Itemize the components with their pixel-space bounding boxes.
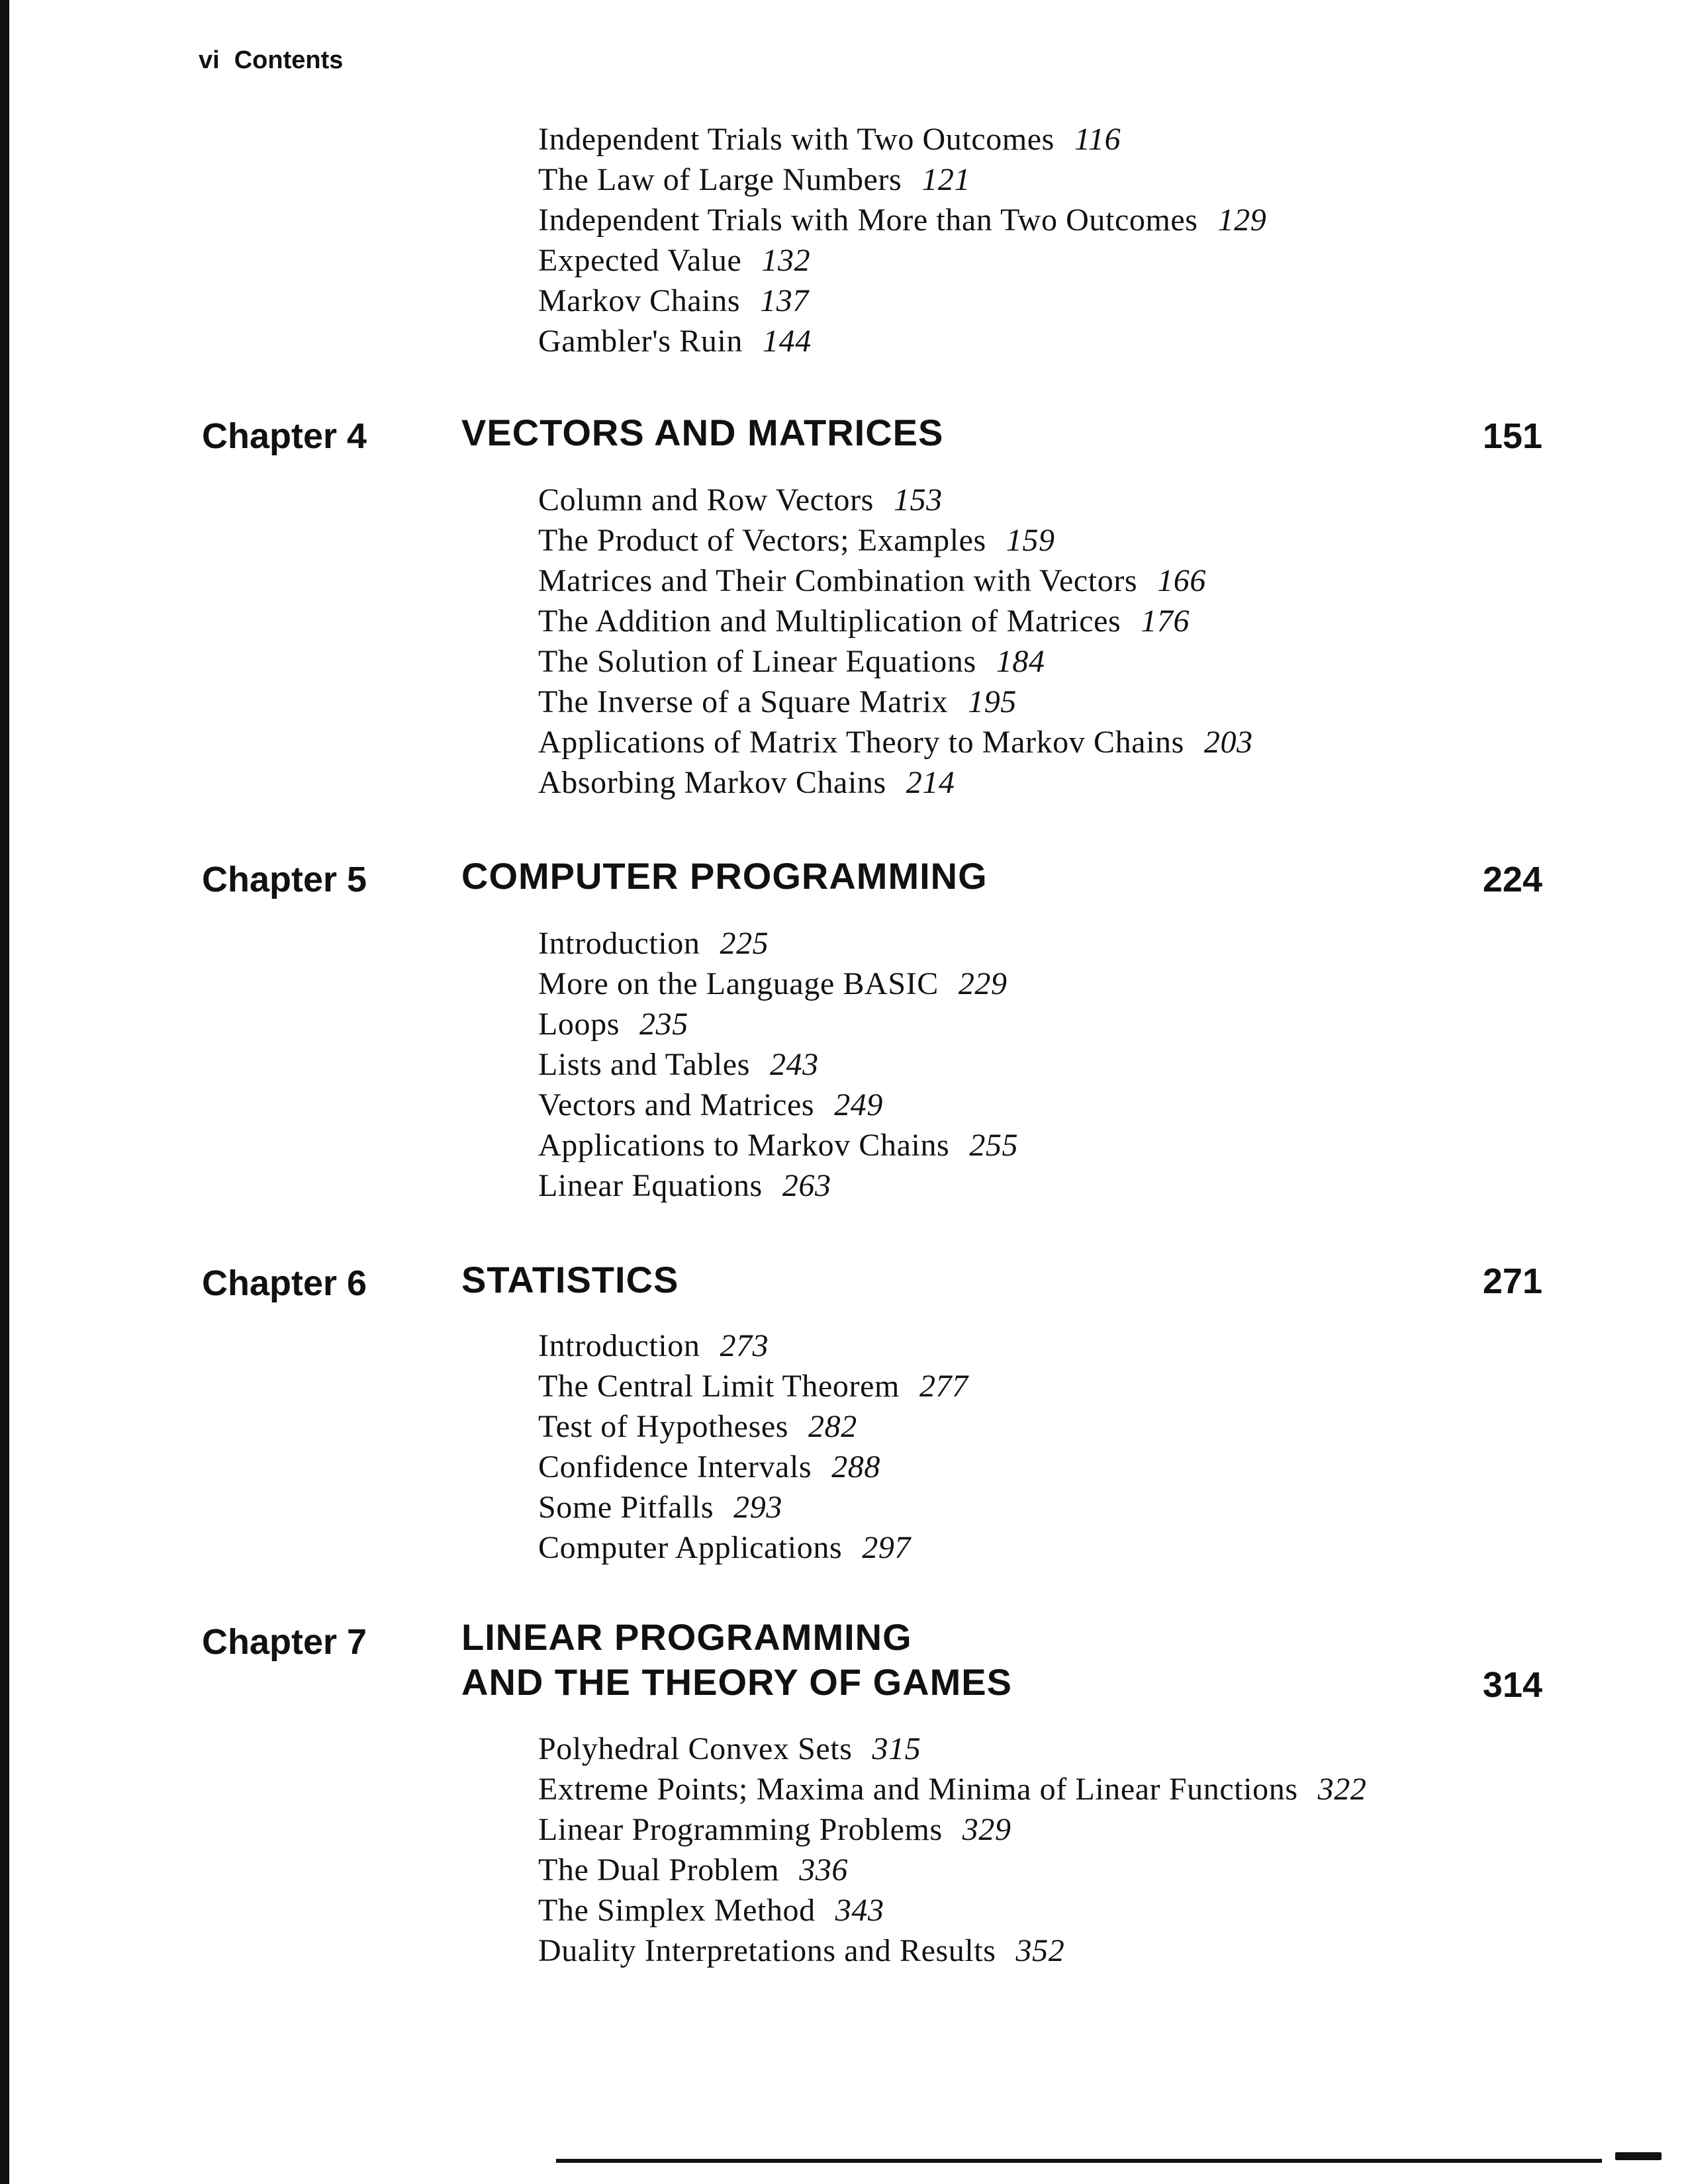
corner-mark — [1615, 2152, 1662, 2160]
entry-page: 195 — [968, 684, 1017, 719]
entry-title: Markov Chains — [538, 283, 741, 318]
entry-title: Applications of Matrix Theory to Markov Chains — [538, 725, 1184, 760]
chapter-page: 151 — [1482, 416, 1542, 456]
entry-title: The Addition and Multiplication of Matrices — [538, 604, 1121, 639]
entry-title: The Solution of Linear Equations — [538, 644, 976, 679]
bottom-rule — [556, 2159, 1602, 2163]
entry-title: Lists and Tables — [538, 1047, 750, 1082]
entry-title: Column and Row Vectors — [538, 482, 874, 518]
entry-title: Loops — [538, 1007, 620, 1042]
entry-title: Duality Interpretations and Results — [538, 1933, 996, 1968]
chapter-label: Chapter 5 — [202, 860, 367, 899]
chapter-title-line: AND THE THEORY OF GAMES — [461, 1661, 1012, 1703]
entry-title: Test of Hypotheses — [538, 1409, 789, 1444]
entry-title: The Law of Large Numbers — [538, 162, 902, 197]
entry-page: 184 — [996, 644, 1045, 679]
header-page-number: vi — [199, 46, 220, 74]
chapter-title: COMPUTER PROGRAMMING — [461, 855, 988, 897]
entry-page: 336 — [799, 1852, 848, 1888]
chapter-page: 314 — [1482, 1665, 1542, 1705]
entry-title: Vectors and Matrices — [538, 1087, 815, 1122]
entry-title: Polyhedral Convex Sets — [538, 1731, 853, 1766]
entry-page: 214 — [906, 765, 955, 800]
entry-page: 225 — [720, 926, 769, 961]
entry-page: 121 — [921, 162, 971, 197]
entry-title: Extreme Points; Maxima and Minima of Linear Functions — [538, 1772, 1298, 1807]
entry-page: 116 — [1074, 122, 1121, 157]
entry-title: Independent Trials with More than Two Outcomes — [538, 203, 1198, 238]
entry-page: 293 — [733, 1490, 782, 1525]
entry-page: 273 — [720, 1328, 769, 1363]
entry-title: Independent Trials with Two Outcomes — [538, 122, 1055, 157]
chapter-page: 224 — [1482, 860, 1542, 899]
entry-page: 352 — [1015, 1933, 1065, 1968]
left-page-edge — [0, 0, 9, 2184]
entry-title: More on the Language BASIC — [538, 966, 939, 1001]
entry-page: 229 — [958, 966, 1008, 1001]
entry-title: Confidence Intervals — [538, 1449, 812, 1484]
entry-title: The Central Limit Theorem — [538, 1369, 900, 1404]
entry-title: The Simplex Method — [538, 1893, 816, 1928]
entry-page: 288 — [831, 1449, 880, 1484]
chapter-label: Chapter 4 — [202, 416, 367, 456]
chapter-title: STATISTICS — [461, 1259, 679, 1300]
entry-page: 235 — [639, 1007, 688, 1042]
entry-page: 137 — [760, 283, 809, 318]
entry-page: 263 — [782, 1168, 831, 1203]
entry-title: Computer Applications — [538, 1530, 843, 1565]
entry-title: Linear Equations — [538, 1168, 763, 1203]
chapter-label: Chapter 6 — [202, 1263, 367, 1303]
entry-page: 144 — [763, 324, 812, 359]
entry-page: 129 — [1217, 203, 1267, 238]
entry-title: The Product of Vectors; Examples — [538, 523, 986, 558]
entry-page: 297 — [862, 1530, 912, 1565]
header-title: Contents — [234, 46, 344, 74]
entry-page: 176 — [1141, 604, 1190, 639]
entry-page: 255 — [969, 1128, 1019, 1163]
entry-page: 329 — [962, 1812, 1011, 1847]
entry-page: 315 — [872, 1731, 921, 1766]
entry-title: Absorbing Markov Chains — [538, 765, 886, 800]
chapter-page: 271 — [1482, 1261, 1542, 1301]
entry-page: 243 — [769, 1047, 819, 1082]
entry-title: Applications to Markov Chains — [538, 1128, 950, 1163]
chapter-title: VECTORS AND MATRICES — [461, 412, 944, 453]
entry-page: 132 — [761, 243, 811, 278]
entry-title: The Inverse of a Square Matrix — [538, 684, 949, 719]
chapter-label: Chapter 7 — [202, 1622, 367, 1662]
entry-page: 249 — [834, 1087, 883, 1122]
entry-title: Linear Programming Problems — [538, 1812, 943, 1847]
entry-page: 277 — [919, 1369, 968, 1404]
entry-page: 166 — [1157, 563, 1207, 598]
entry-title: Matrices and Their Combination with Vectors — [538, 563, 1138, 598]
entry-title: Gambler's Ruin — [538, 324, 743, 359]
entry-title: Some Pitfalls — [538, 1490, 714, 1525]
entry-page: 203 — [1203, 725, 1253, 760]
entry-title: Introduction — [538, 1328, 700, 1363]
entry-page: 322 — [1317, 1772, 1367, 1807]
entry-page: 343 — [835, 1893, 884, 1928]
entry-page: 282 — [808, 1409, 857, 1444]
entry-title: Introduction — [538, 926, 700, 961]
chapter-title-line: LINEAR PROGRAMMING — [461, 1616, 912, 1658]
entry-page: 159 — [1006, 523, 1055, 558]
chapter-title — [461, 1615, 1012, 1705]
entry-title: The Dual Problem — [538, 1852, 780, 1888]
entry-page: 153 — [893, 482, 943, 518]
running-head — [199, 46, 343, 75]
entry-title: Expected Value — [538, 243, 742, 278]
